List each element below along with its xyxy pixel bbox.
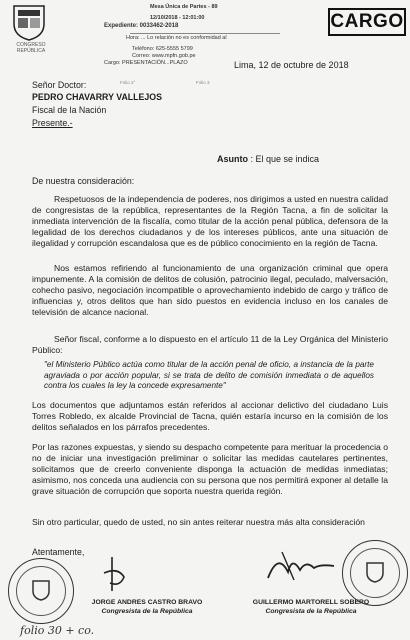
left-congress-seal: [8, 558, 74, 624]
folio-mark: Folio 2°: [120, 80, 136, 85]
body-paragraph: Nos estamos refiriendo al funcionamiento de una organización criminal que opera impunemente. A la comisión de delitos de colusión, patrocinio ilegal, peculado, malversación, cohecho pasivo, negociación incompatible o aprovechamiento indebido de cargo y tráfico de influencias y, otros delitos que han sido puestos en evidencia incluso en los canales de televisión de alcance nacional.: [32, 263, 388, 317]
stamp-line: Teléfono: 625-5555 5799: [132, 46, 193, 52]
recipient-role: Fiscal de la Nación: [32, 105, 107, 115]
subject-line: [217, 154, 319, 164]
greeting: De nuestra consideración:: [32, 176, 135, 186]
closing: Atentamente,: [32, 547, 85, 557]
shield-icon: [31, 579, 51, 601]
right-signer-name: GUILLERMO MARTORELL SOBERO: [252, 599, 370, 606]
body-paragraph: Los documentos que adjuntamos están referidos al accionar delictivo del ciudadano Luis Torres Robledo, ex alcalde Provincial de Tacna, quién estaría incurso en la comisión de los delitos señalados en los párrafos precedentes.: [32, 400, 388, 432]
stamp-line: Correo: www.mpfn.gob.pe: [132, 53, 196, 59]
right-handwritten-signature: [262, 546, 342, 586]
stamp-line: 12/10/2018 - 12:01:00: [150, 15, 205, 21]
stamp-line: Mesa Única de Partes - 89: [150, 4, 218, 10]
body-paragraph: Por las razones expuestas, y siendo su despacho competente para merituar la procedencia o no de iniciar una investigación preliminar o solicitar las medidas cautelares pertinentes, solicitamos que de creerlo conveniente disponga la actuación de medidas inmediatas; asimismo, nos conceda una audiencia con su persona que nos permitirá exponer al detalle la grave situación de corrupción que soporta nuestra querida región.: [32, 442, 388, 496]
folio-mark: Folio 3: [196, 80, 210, 85]
right-signer-title: Congresista de la República: [265, 608, 357, 615]
left-signer-title: Congresista de la República: [101, 608, 193, 615]
subject-text: : El que se indica: [250, 154, 320, 164]
stamp-line: Expediente: 0033462-2018: [104, 23, 179, 29]
recipient-name: PEDRO CHAVARRY VALLEJOS: [32, 92, 163, 102]
body-paragraph: Sin otro particular, quedo de usted, no sin antes reiterar nuestra más alta consideración: [32, 517, 365, 527]
stamp-line: Hora: ... Lo relación no es conformidad al: [126, 35, 227, 41]
subject-label: Asunto: [217, 154, 248, 164]
left-signer-name: JORGE ANDRES CASTRO BRAVO: [91, 599, 203, 606]
stamp-line: Cargo: PRESENTACIÓN...PLAZO: [104, 60, 188, 66]
body-paragraph: Señor fiscal, conforme a lo dispuesto en el artículo 11 de la Ley Orgánica del Ministerio Público:: [32, 334, 388, 355]
shield-icon: [365, 561, 385, 583]
salutation-title: Señor Doctor:: [32, 80, 87, 90]
congress-logo: [8, 2, 50, 42]
presente-line: Presente.-: [32, 118, 73, 128]
legal-quote: "el Ministerio Público actúa como titular de la acción penal de oficio, a instancia de la parte agraviada o por acción popular, si se trata de delito de comisión inmediata o de aquellos contra los cuales la ley la concede expresamente": [44, 360, 374, 390]
handwritten-folio-note: folio 30 + co.: [20, 624, 95, 637]
right-congress-seal: [342, 540, 408, 606]
body-paragraph: Respetuosos de la independencia de poderes, nos dirigimos a usted en nuestra calidad de congresistas de la república, representantes de la Región Tacna, a fin de solicitar la inmediata intervención de la fiscalía, como titular de la acción penal pública, defensora de la legalidad de los derechos ciudadanos y de los intereses públicos, ante una situación de ilegalidad y corrupción escandalosa que es de público conocimiento en la región de Tacna.: [32, 194, 388, 248]
logo-caption: CONGRESO REPÚBLICA: [16, 42, 46, 54]
cargo-label: CARGO: [328, 8, 406, 36]
letter-date: Lima, 12 de octubre de 2018: [234, 60, 349, 70]
left-handwritten-signature: [94, 553, 134, 597]
